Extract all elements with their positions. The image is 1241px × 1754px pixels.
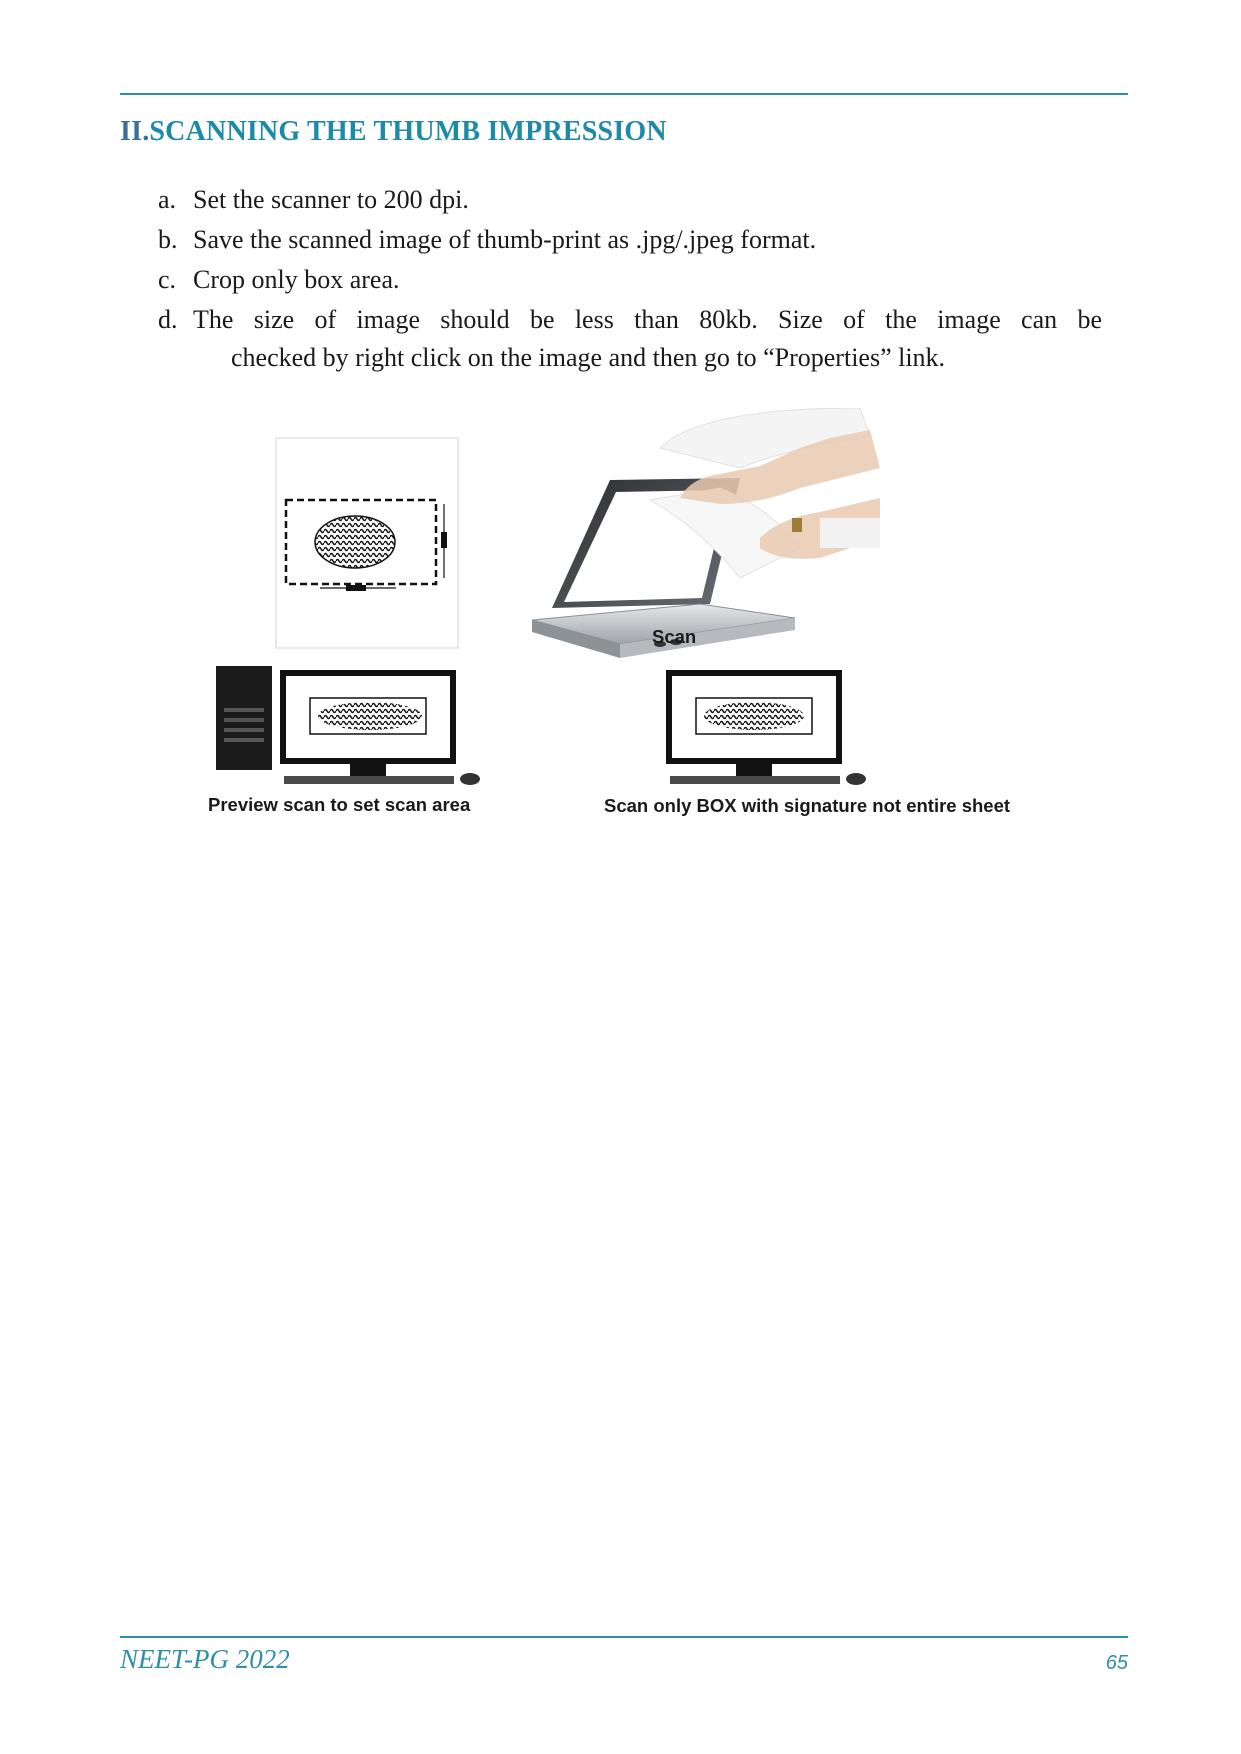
list-item-text: Save the scanned image of thumb-print as .jpg/.jpeg format. — [193, 225, 817, 254]
list-marker: a. — [158, 185, 177, 214]
preview-caption: Preview scan to set scan area — [208, 794, 471, 815]
scan-caption: Scan — [652, 626, 697, 647]
list-item — [158, 300, 1102, 378]
instruction-list — [158, 180, 1102, 378]
section-title: SCANNING THE THUMB IMPRESSION — [149, 116, 667, 147]
list-marker: d. — [158, 305, 178, 334]
scanner-image — [532, 408, 880, 658]
footer-exam-title: NEET-PG 2022 — [120, 1644, 290, 1674]
list-item — [158, 260, 1102, 300]
section-number: II. — [120, 116, 150, 147]
list-item-text: Set the scanner to 200 dpi. — [193, 185, 469, 214]
section-heading — [120, 116, 667, 148]
desktop-computer-preview-image — [216, 666, 480, 785]
list-item-continuation: checked by right click on the image and then go to “Properties” link. — [231, 343, 946, 372]
header-rule — [120, 93, 1128, 95]
thumbprint-card-image — [276, 438, 458, 648]
list-marker: c. — [158, 265, 177, 294]
list-marker: b. — [158, 225, 178, 254]
footer-rule — [120, 1636, 1128, 1638]
list-item — [158, 180, 1102, 220]
illustration-graphic — [180, 408, 1060, 828]
box-caption: Scan only BOX with signature not entire sheet — [604, 795, 1011, 816]
list-item-text: Crop only box area. — [193, 265, 400, 294]
desktop-computer-box-image — [666, 670, 866, 785]
list-item-text: The size of image should be less than 80kb. Size of the image can be — [193, 305, 1102, 334]
list-item — [158, 220, 1102, 260]
page-number: 65 — [1105, 1652, 1128, 1674]
scanning-illustration — [180, 408, 1060, 828]
